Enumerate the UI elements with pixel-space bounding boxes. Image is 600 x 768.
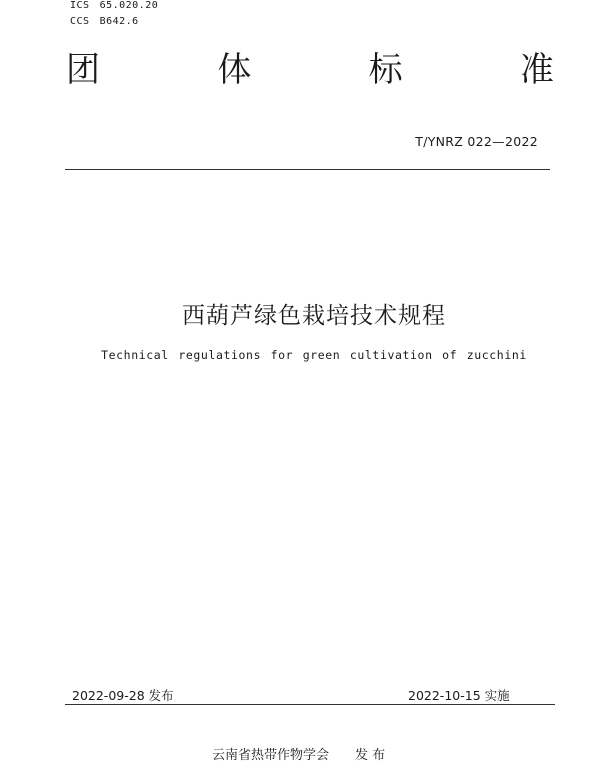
publisher-action: 发 布 <box>355 748 386 763</box>
publish-date: 2022-09-28 发布 <box>72 688 174 703</box>
ccs-code: B642.6 <box>99 16 139 27</box>
classification-codes <box>70 0 158 30</box>
top-divider <box>65 169 550 170</box>
ccs-label: CCS <box>70 16 90 27</box>
ics-row <box>70 0 158 14</box>
heading-char: 标 <box>368 50 403 90</box>
heading-char: 体 <box>217 50 252 90</box>
english-title: Technical regulations for green cultivation of zucchini <box>101 348 527 362</box>
group-standard-heading <box>66 50 554 90</box>
heading-char: 准 <box>519 50 554 90</box>
chinese-title: 西葫芦绿色栽培技术规程 <box>182 303 446 329</box>
publisher-name: 云南省热带作物学会 <box>212 748 330 763</box>
standard-number: T/YNRZ 022—2022 <box>415 134 538 149</box>
ics-code: 65.020.20 <box>99 0 159 11</box>
ics-label: ICS <box>70 0 90 11</box>
ccs-row <box>70 14 158 30</box>
publisher-line <box>212 744 385 763</box>
bottom-divider <box>65 704 555 705</box>
heading-char: 团 <box>66 50 100 90</box>
implementation-date: 2022-10-15 实施 <box>408 688 510 703</box>
